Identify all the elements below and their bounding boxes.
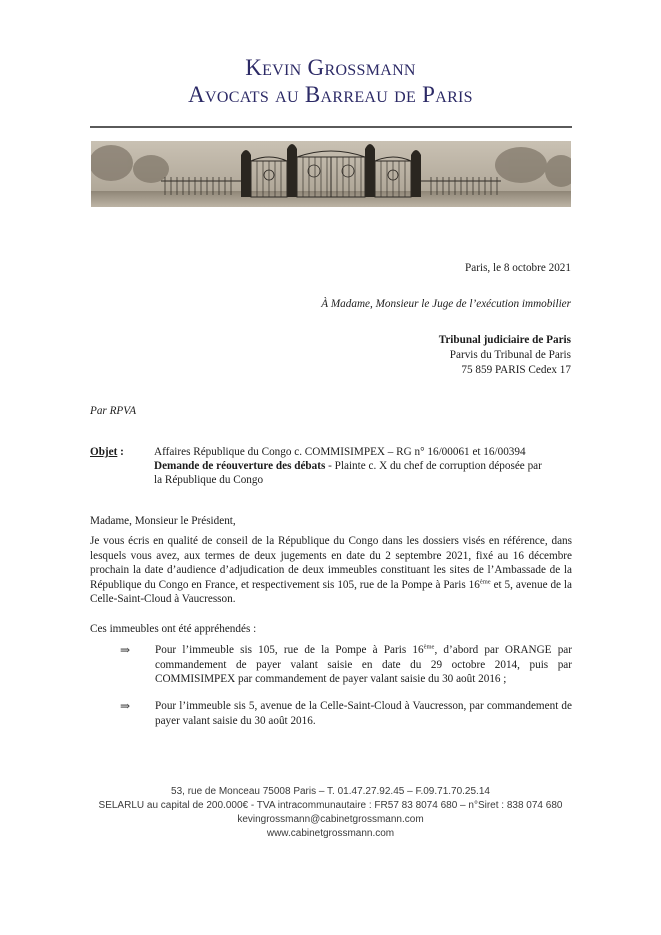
gate-photo [91,141,571,207]
footer-website[interactable]: www.cabinetgrossmann.com [266,828,395,839]
body-paragraph-2: Ces immeubles ont été appréhendés : [90,623,257,635]
bullet-item-1: Pour l’immeuble sis 105, rue de la Pompe à Paris 16ème, d’abord par ORANGE par commandement de payer valant saisie en date du 29 octobre 2014, puis par COMMISIMPEX par commandement de payer valant saisie du 30 août 2016 ; [155,643,572,686]
objet-line3: la République du Congo [154,474,264,486]
arrow-icon: ⇒ [120,699,131,713]
objet-label: Objet : [90,446,124,458]
firm-subtitle: Avocats au Barreau de Paris [188,82,473,107]
objet-line2: Demande de réouverture des débats - Plainte c. X du chef de corruption déposée par [154,460,542,472]
court-address-line1: Parvis du Tribunal de Paris [449,349,571,361]
court-name: Tribunal judiciaire de Paris [438,334,571,346]
salutation: Madame, Monsieur le Président, [90,515,236,527]
arrow-icon: ⇒ [120,643,131,657]
footer-email[interactable]: kevingrossmann@cabinetgrossmann.com [237,814,424,825]
bullet-item-2: Pour l’immeuble sis 5, avenue de la Celle-Saint-Cloud à Vaucresson, par commandement de payer valant saisie du 30 août 2016. [155,700,572,727]
header-rule [90,126,572,128]
court-address-line2: 75 859 PARIS Cedex 17 [461,364,571,376]
firm-name: Kevin Grossmann [245,55,416,80]
addressee: À Madame, Monsieur le Juge de l’exécution immobilier [321,298,571,310]
body-paragraph-1: Je vous écris en qualité de conseil de la République du Congo dans les dossiers visés en référence, dans lesquels vous avez, aux termes de deux jugements en date du 2 septembre 2021, fixé au 16 décembre prochain la date d’audience d’adjudication de deux immeubles constituant les sites de l’Ambassade de la République du Congo en France, et respectivement sis 105, rue de la Pompe à Paris 16ème et 5, avenue de la Celle-Saint-Cloud à Vaucresson. [90,535,573,606]
footer-legal: SELARLU au capital de 200.000€ - TVA intracommunautaire : FR57 83 8074 680 – n°Siret : 838 074 680 [98,800,563,811]
footer-address: 53, rue de Monceau 75008 Paris – T. 01.47.27.92.45 – F.09.71.70.25.14 [171,786,490,797]
date-line: Paris, le 8 octobre 2021 [465,262,571,274]
delivery-method: Par RPVA [90,405,137,417]
objet-line1: Affaires République du Congo c. COMMISIMPEX – RG n° 16/00061 et 16/00394 [154,446,526,458]
